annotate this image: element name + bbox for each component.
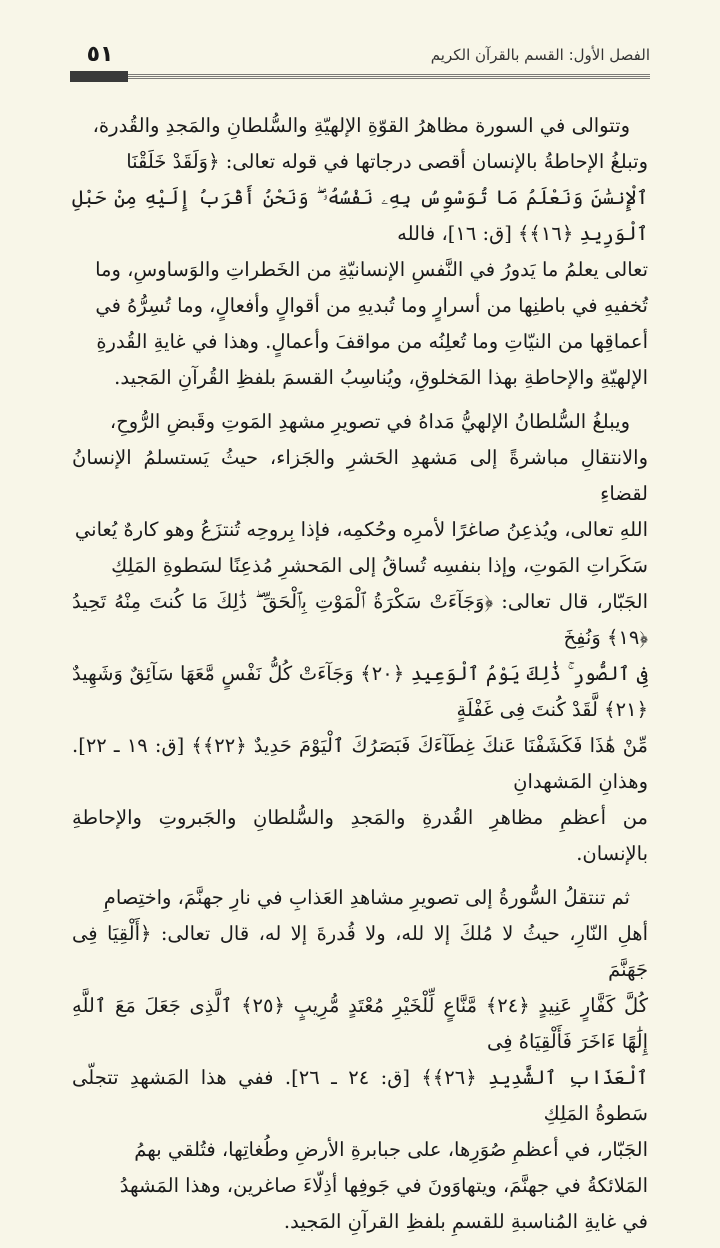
header-rule-accent (70, 71, 128, 82)
page-header (70, 42, 650, 72)
page-number: ٥١ (86, 42, 114, 67)
page-body (72, 108, 648, 1248)
paragraph-text: ثم تنتقلُ السُّورةُ إلى تصويرِ مشاهدِ العَذابِ في نارِ جهنَّمَ، واختِصامِ أهلِ النّارِ، حيثُ لا مُلكَ إلا لله، ولا قُدرةَ إلا له، قال تعالى: ﴿أَلْقِيَا فِى جَهَنَّمَ كُلَّ كَفَّارٍ عَنِيدٍ ﴿٢٤﴾ مَّنَّاعٍ لِّلْخَيْرِ مُعْتَدٍ مُّرِيبٍ ﴿٢٥﴾ ٱلَّذِى جَعَلَ مَعَ ٱللَّهِ إِلَٰهًا ءَاخَرَ فَأَلْقِيَاهُ فِى ٱلْعَذَابِ ٱلشَّدِيدِ ﴿٢٦﴾﴾ [ق: ٢٤ ـ ٢٦]. ففي هذا المَشهدِ تتجلّى سَطوةُ المَلِكِ الجَبّار، في أعظمِ صُوَرِها، على جبابرةِ الأرضِ وطُغاتِها، فتُلقي بهمُ المَلائكةُ في جهنَّمَ، ويتهاوَونَ في جَوفِها أذِلّاءَ صاغرين، وهذا المَشهدُ في غايةِ المُناسبةِ للقسمِ بلفظِ القرآنِ المَجيد. (72, 886, 648, 1233)
header-rule (70, 74, 650, 80)
paragraph-text: ويبلغُ السُّلطانُ الإلهيُّ مَداهُ في تصويرِ مشهدِ المَوتِ وقَبضِ الرُّوحِ، والانتقالِ مباشرةً إلى مَشهدِ الحَشرِ والجَزاء، حيثُ يَستسلمُ الإنسانُ لقضاءِ اللهِ تعالى، ويُذعِنُ صاغرًا لأمرِه وحُكمِه، فإذا بِروحِه تُنتزَعُ وهو كارهٌ يُعاني سَكَراتِ المَوتِ، وإذا بنفسِه تُساقُ إلى المَحشرِ مُذعِنًا لسَطوةِ المَلِكِ الجَبّار، قال تعالى: ﴿وَجَآءَتْ سَكْرَةُ ٱلْمَوْتِ بِٱلْحَقِّ ۖ ذَٰلِكَ مَا كُنتَ مِنْهُ تَحِيدُ ﴿١٩﴾ وَنُفِخَ فِى ٱلصُّورِ ۚ ذَٰلِكَ يَوْمُ ٱلْوَعِيدِ ﴿٢٠﴾ وَجَآءَتْ كُلُّ نَفْسٍ مَّعَهَا سَآئِقٌ وَشَهِيدٌ ﴿٢١﴾ لَّقَدْ كُنتَ فِى غَفْلَةٍ مِّنْ هَٰذَا فَكَشَفْنَا عَنكَ غِطَآءَكَ فَبَصَرُكَ ٱلْيَوْمَ حَدِيدٌ ﴿٢٢﴾﴾ [ق: ١٩ ـ ٢٢]. وهذانِ المَشهدانِ من أعظمِ مظاهرِ القُدرةِ والمَجدِ والسُّلطانِ والجَبروتِ والإحاطةِ بالإنسان. (72, 410, 648, 865)
chapter-title: الفصل الأول: القسم بالقرآن الكريم (430, 46, 650, 64)
paragraph (72, 404, 648, 872)
paragraph (72, 108, 648, 396)
paragraph (72, 880, 648, 1240)
paragraph-text: وتتوالى في السورة مظاهرُ القوّةِ الإلهيّةِ والسُّلطانِ والمَجدِ والقُدرة، وتبلغُ الإحاطةُ بالإنسان أقصى درجاتها في قوله تعالى: ﴿وَلَقَدْ خَلَقْنَا ٱلْإِنسَٰنَ وَنَعْلَمُ مَا تُوَسْوِسُ بِهِۦ نَفْسُهُۥ ۖ وَنَحْنُ أَقْرَبُ إِلَيْهِ مِنْ حَبْلِ ٱلْوَرِيدِ ﴿١٦﴾﴾ [ق: ١٦]، فالله تعالى يعلمُ ما يَدورُ في النَّفسِ الإنسانيّةِ من الخَطراتِ والوَساوسِ، وما تُخفيهِ في باطنِها من أسرارٍ وما تُبديهِ من أقوالٍ وأفعالٍ، وما تُسِرُّهُ في أعماقِها من النيّاتِ وما تُعلِنُه من مواقفَ وأعمالٍ. وهذا في غايةِ القُدرةِ الإلهيّةِ والإحاطةِ بهذا المَخلوقِ، ويُناسِبُ القسمَ بلفظِ القُرآنِ المَجيد. (72, 114, 648, 389)
